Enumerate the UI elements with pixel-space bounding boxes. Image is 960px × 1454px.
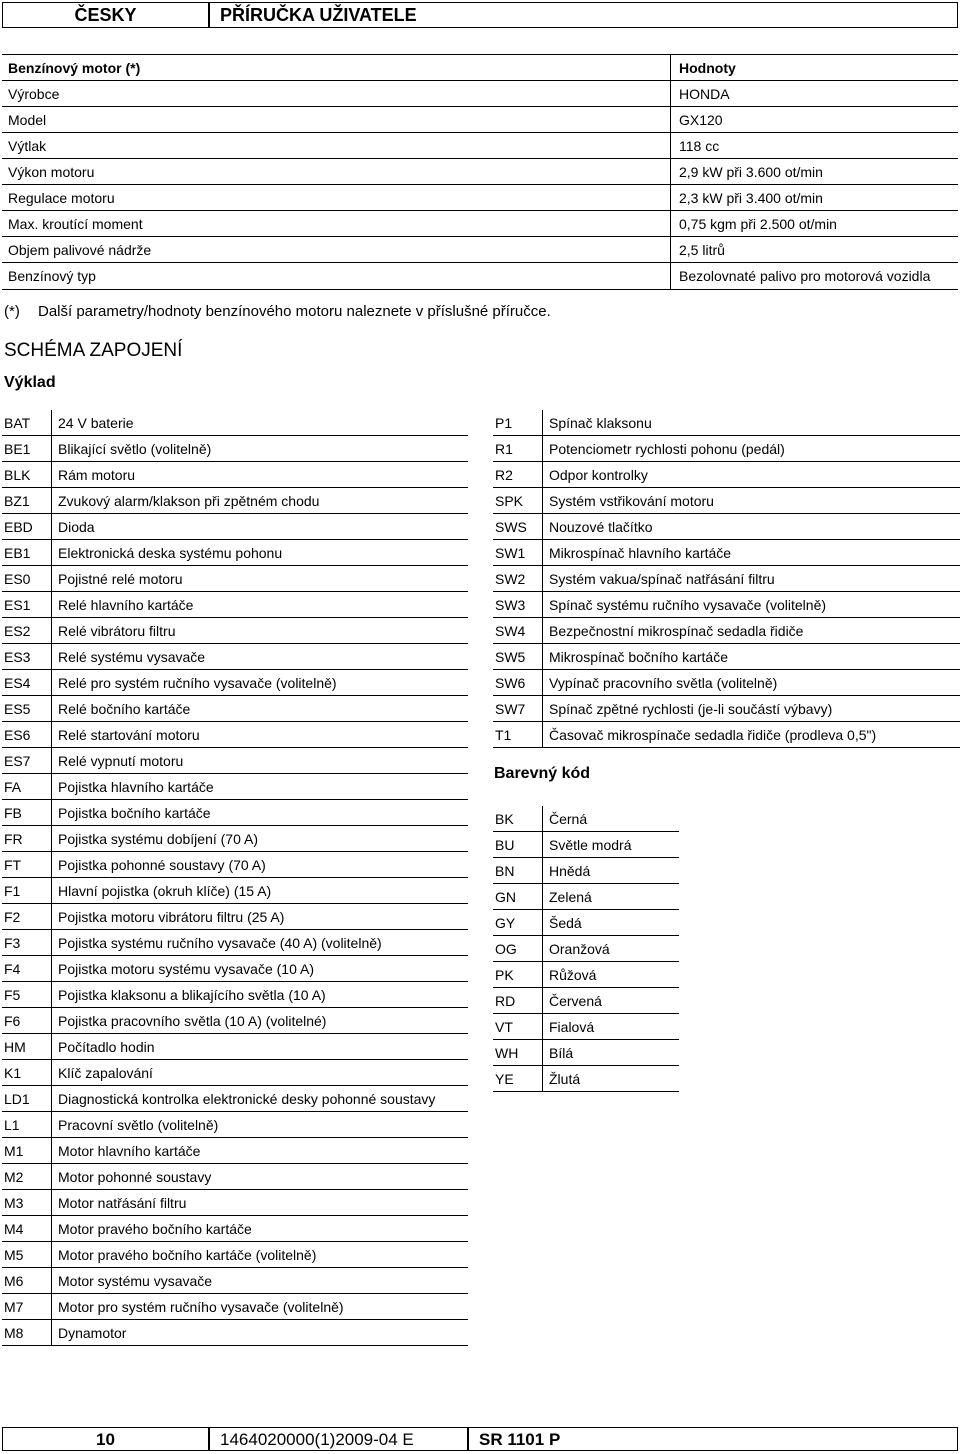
legend-description: Hlavní pojistka (okruh klíče) (15 A) [58, 883, 272, 899]
legend-code: M7 [2, 1294, 52, 1319]
legend-code: P1 [493, 410, 543, 435]
legend-description: Rám motoru [58, 467, 136, 483]
footnote-mark: (*) [4, 303, 20, 320]
legend-description: Blikající světlo (volitelně) [58, 441, 212, 457]
spec-row [2, 107, 958, 133]
spec-row [2, 211, 958, 237]
legend-description: Pojistka systému dobíjení (70 A) [58, 831, 258, 847]
legend-description: Mikrospínač bočního kartáče [549, 649, 728, 665]
spec-row [2, 237, 958, 263]
legend-row [493, 618, 960, 644]
legend-code: R1 [493, 436, 543, 461]
legend-description: Elektronická deska systému pohonu [58, 545, 283, 561]
legend-row [2, 514, 468, 540]
legend-description: Odpor kontrolky [549, 467, 648, 483]
legend-description: Pojistka motoru systému vysavače (10 A) [58, 961, 314, 977]
legend-code: K1 [2, 1060, 52, 1085]
legend-row [2, 904, 468, 930]
legend-row [493, 566, 960, 592]
legend-row [493, 514, 960, 540]
legend-description: Motor pravého bočního kartáče (volitelně) [58, 1247, 317, 1263]
spec-value: GX120 [679, 112, 723, 128]
legend-description: Šedá [549, 915, 582, 931]
legend-code: GN [493, 884, 543, 909]
legend-description: Motor hlavního kartáče [58, 1143, 201, 1159]
color-code-title: Barevný kód [494, 765, 591, 782]
legend-row [2, 956, 468, 982]
legend-code: VT [493, 1014, 543, 1039]
legend-description: Spínač zpětné rychlosti (je-li součástí výbavy) [549, 701, 833, 717]
spec-row [2, 159, 958, 185]
legend-description: Vypínač pracovního světla (volitelně) [549, 675, 778, 691]
legend-row [2, 1008, 468, 1034]
legend-code: M4 [2, 1216, 52, 1241]
legend-description: Počítadlo hodin [58, 1039, 155, 1055]
spec-label: Model [2, 107, 671, 132]
legend-code: M3 [2, 1190, 52, 1215]
legend-row [493, 462, 960, 488]
legend-code: SW6 [493, 670, 543, 695]
legend-row [493, 670, 960, 696]
spec-value: 0,75 kgm při 2.500 ot/min [679, 216, 837, 232]
legend-row [2, 1216, 468, 1242]
legend-row [493, 962, 679, 988]
legend-description: Relé systému vysavače [58, 649, 206, 665]
legend-row [2, 410, 468, 436]
manual-title: PŘÍRUČKA UŽIVATELE [209, 2, 958, 28]
legend-description: Mikrospínač hlavního kartáče [549, 545, 732, 561]
legend-code: SW2 [493, 566, 543, 591]
legend-code: M8 [2, 1320, 52, 1345]
legend-description: Systém vakua/spínač natřásání filtru [549, 571, 775, 587]
legend-row [493, 436, 960, 462]
spec-header-row [2, 55, 958, 81]
legend-row [2, 800, 468, 826]
legend-row [2, 462, 468, 488]
legend-row [2, 488, 468, 514]
spec-label: Výrobce [2, 81, 671, 106]
legend-code: M5 [2, 1242, 52, 1267]
legend-description: Zvukový alarm/klakson při zpětném chodu [58, 493, 320, 509]
legend-description: Relé hlavního kartáče [58, 597, 194, 613]
legend-row [493, 644, 960, 670]
legend-row [2, 1268, 468, 1294]
legend-description: Fialová [549, 1019, 595, 1035]
legend-code: BZ1 [2, 488, 52, 513]
legend-code: F2 [2, 904, 52, 929]
spec-value: 118 cc [679, 138, 720, 154]
legend-code: ES0 [2, 566, 52, 591]
legend-description: Systém vstřikování motoru [549, 493, 714, 509]
legend-code: ES3 [2, 644, 52, 669]
legend-row [493, 832, 679, 858]
legend-row [2, 1294, 468, 1320]
legend-code: YE [493, 1066, 543, 1091]
spec-header-left: Benzínový motor (*) [2, 55, 671, 80]
legend-row [2, 618, 468, 644]
legend-description: Pojistka klaksonu a blikajícího světla (10 A) [58, 987, 326, 1003]
spec-label: Regulace motoru [2, 185, 671, 210]
legend-title: Výklad [4, 374, 56, 391]
document-code: 1464020000(1)2009-04 E [209, 1427, 468, 1451]
legend-code: F6 [2, 1008, 52, 1033]
legend-description: Klíč zapalování [58, 1065, 153, 1081]
legend-description: Oranžová [549, 941, 610, 957]
legend-code: FB [2, 800, 52, 825]
legend-row [493, 488, 960, 514]
legend-code: EBD [2, 514, 52, 539]
spec-label: Benzínový typ [2, 263, 671, 289]
legend-code: BK [493, 806, 543, 831]
legend-description: Nouzové tlačítko [549, 519, 653, 535]
legend-row [2, 1086, 468, 1112]
legend-code: HM [2, 1034, 52, 1059]
legend-row [2, 436, 468, 462]
legend-code: SW1 [493, 540, 543, 565]
legend-row [493, 1014, 679, 1040]
spec-row [2, 133, 958, 159]
legend-row [2, 1164, 468, 1190]
legend-row [2, 930, 468, 956]
legend-row [2, 722, 468, 748]
legend-code: EB1 [2, 540, 52, 565]
legend-row [2, 1034, 468, 1060]
legend-row [2, 852, 468, 878]
legend-row [2, 1112, 468, 1138]
legend-row [493, 540, 960, 566]
legend-code: T1 [493, 722, 543, 747]
legend-code: SW5 [493, 644, 543, 669]
legend-description: Motor pro systém ručního vysavače (volitelně) [58, 1299, 344, 1315]
legend-code: F1 [2, 878, 52, 903]
legend-description: Bílá [549, 1045, 574, 1061]
legend-code: FR [2, 826, 52, 851]
legend-description: Světle modrá [549, 837, 632, 853]
legend-row [493, 936, 679, 962]
legend-description: Relé vibrátoru filtru [58, 623, 176, 639]
legend-code: M6 [2, 1268, 52, 1293]
legend-description: Žlutá [549, 1071, 581, 1087]
legend-row [2, 878, 468, 904]
legend-description: Bezpečnostní mikrospínač sedadla řidiče [549, 623, 804, 639]
legend-row [2, 774, 468, 800]
legend-row [493, 592, 960, 618]
legend-code: BE1 [2, 436, 52, 461]
section-title: SCHÉMA ZAPOJENÍ [4, 340, 183, 361]
legend-code: RD [493, 988, 543, 1013]
legend-code: ES6 [2, 722, 52, 747]
legend-code: PK [493, 962, 543, 987]
legend-description: Pojistné relé motoru [58, 571, 183, 587]
legend-row [493, 696, 960, 722]
legend-row [2, 1242, 468, 1268]
legend-code: GY [493, 910, 543, 935]
legend-description: Spínač systému ručního vysavače (volitelně) [549, 597, 827, 613]
legend-description: Růžová [549, 967, 597, 983]
legend-row [493, 410, 960, 436]
legend-row [2, 1138, 468, 1164]
legend-description: Relé bočního kartáče [58, 701, 191, 717]
legend-code: ES7 [2, 748, 52, 773]
legend-description: Motor systému vysavače [58, 1273, 213, 1289]
legend-description: Pracovní světlo (volitelně) [58, 1117, 219, 1133]
legend-row [493, 1040, 679, 1066]
legend-code: SW4 [493, 618, 543, 643]
spec-value: HONDA [679, 86, 730, 102]
legend-code: F3 [2, 930, 52, 955]
legend-description: Časovač mikrospínače sedadla řidiče (prodleva 0,5") [549, 727, 877, 743]
spec-label: Výkon motoru [2, 159, 671, 184]
legend-code: OG [493, 936, 543, 961]
legend-description: Červená [549, 993, 602, 1009]
legend-row [493, 858, 679, 884]
legend-code: BU [493, 832, 543, 857]
legend-description: Motor pravého bočního kartáče [58, 1221, 252, 1237]
legend-description: Motor pohonné soustavy [58, 1169, 212, 1185]
legend-row [2, 1190, 468, 1216]
legend-description: Pojistka pohonné soustavy (70 A) [58, 857, 266, 873]
legend-row [493, 722, 960, 748]
footnote-text: Další parametry/hodnoty benzínového motoru naleznete v příslušné příručce. [38, 303, 551, 320]
language-label: ČESKY [2, 2, 209, 28]
legend-description: 24 V baterie [58, 415, 134, 431]
legend-row [2, 982, 468, 1008]
legend-description: Černá [549, 811, 588, 827]
spec-value: 2,3 kW při 3.400 ot/min [679, 190, 823, 206]
legend-code: BLK [2, 462, 52, 487]
legend-description: Hnědá [549, 863, 591, 879]
legend-code: F5 [2, 982, 52, 1007]
spec-header-right: Hodnoty [679, 60, 736, 76]
spec-value: Bezolovnaté palivo pro motorová vozidla [679, 268, 931, 284]
legend-code: M2 [2, 1164, 52, 1189]
legend-row [2, 644, 468, 670]
legend-code: FT [2, 852, 52, 877]
legend-row [2, 748, 468, 774]
legend-row [493, 910, 679, 936]
legend-row [2, 1320, 468, 1346]
legend-row [493, 988, 679, 1014]
legend-description: Potenciometr rychlosti pohonu (pedál) [549, 441, 785, 457]
legend-code: L1 [2, 1112, 52, 1137]
legend-code: M1 [2, 1138, 52, 1163]
spec-value: 2,9 kW při 3.600 ot/min [679, 164, 823, 180]
legend-description: Relé startování motoru [58, 727, 200, 743]
legend-row [2, 1060, 468, 1086]
legend-row [493, 1066, 679, 1092]
legend-description: Dioda [58, 519, 95, 535]
legend-description: Pojistka pracovního světla (10 A) (volitelné) [58, 1013, 327, 1029]
legend-code: BAT [2, 410, 52, 435]
legend-description: Relé pro systém ručního vysavače (volitelně) [58, 675, 337, 691]
spec-value: 2,5 litrů [679, 242, 725, 258]
legend-row [493, 806, 679, 832]
legend-description: Pojistka hlavního kartáče [58, 779, 214, 795]
legend-code: SPK [493, 488, 543, 513]
spec-row [2, 185, 958, 211]
color-code-list [493, 806, 679, 1092]
legend-code: R2 [493, 462, 543, 487]
legend-code: ES4 [2, 670, 52, 695]
spec-label: Max. kroutící moment [2, 211, 671, 236]
legend-description: Pojistka motoru vibrátoru filtru (25 A) [58, 909, 285, 925]
engine-spec-table [2, 54, 958, 290]
legend-code: FA [2, 774, 52, 799]
model-name: SR 1101 P [468, 1427, 958, 1451]
legend-code: ES1 [2, 592, 52, 617]
footnote [4, 303, 551, 320]
legend-description: Pojistka bočního kartáče [58, 805, 211, 821]
legend-code: ES2 [2, 618, 52, 643]
page-number: 10 [2, 1427, 209, 1451]
spec-label: Výtlak [2, 133, 671, 158]
legend-code: WH [493, 1040, 543, 1065]
spec-row [2, 263, 958, 289]
legend-description: Diagnostická kontrolka elektronické desky pohonné soustavy [58, 1091, 436, 1107]
legend-description: Pojistka systému ručního vysavače (40 A) (volitelně) [58, 935, 382, 951]
legend-description: Zelená [549, 889, 592, 905]
legend-left-list [2, 410, 468, 1346]
legend-row [2, 592, 468, 618]
legend-code: LD1 [2, 1086, 52, 1111]
legend-row [2, 670, 468, 696]
legend-row [2, 540, 468, 566]
legend-description: Dynamotor [58, 1325, 127, 1341]
legend-code: SW3 [493, 592, 543, 617]
legend-description: Relé vypnutí motoru [58, 753, 184, 769]
spec-row [2, 81, 958, 107]
legend-code: SWS [493, 514, 543, 539]
legend-row [2, 566, 468, 592]
legend-right-list [493, 410, 960, 748]
legend-description: Motor natřásání filtru [58, 1195, 187, 1211]
legend-description: Spínač klaksonu [549, 415, 652, 431]
legend-row [2, 696, 468, 722]
spec-label: Objem palivové nádrže [2, 237, 671, 262]
legend-code: SW7 [493, 696, 543, 721]
legend-code: BN [493, 858, 543, 883]
legend-row [2, 826, 468, 852]
legend-row [493, 884, 679, 910]
legend-code: F4 [2, 956, 52, 981]
legend-code: ES5 [2, 696, 52, 721]
